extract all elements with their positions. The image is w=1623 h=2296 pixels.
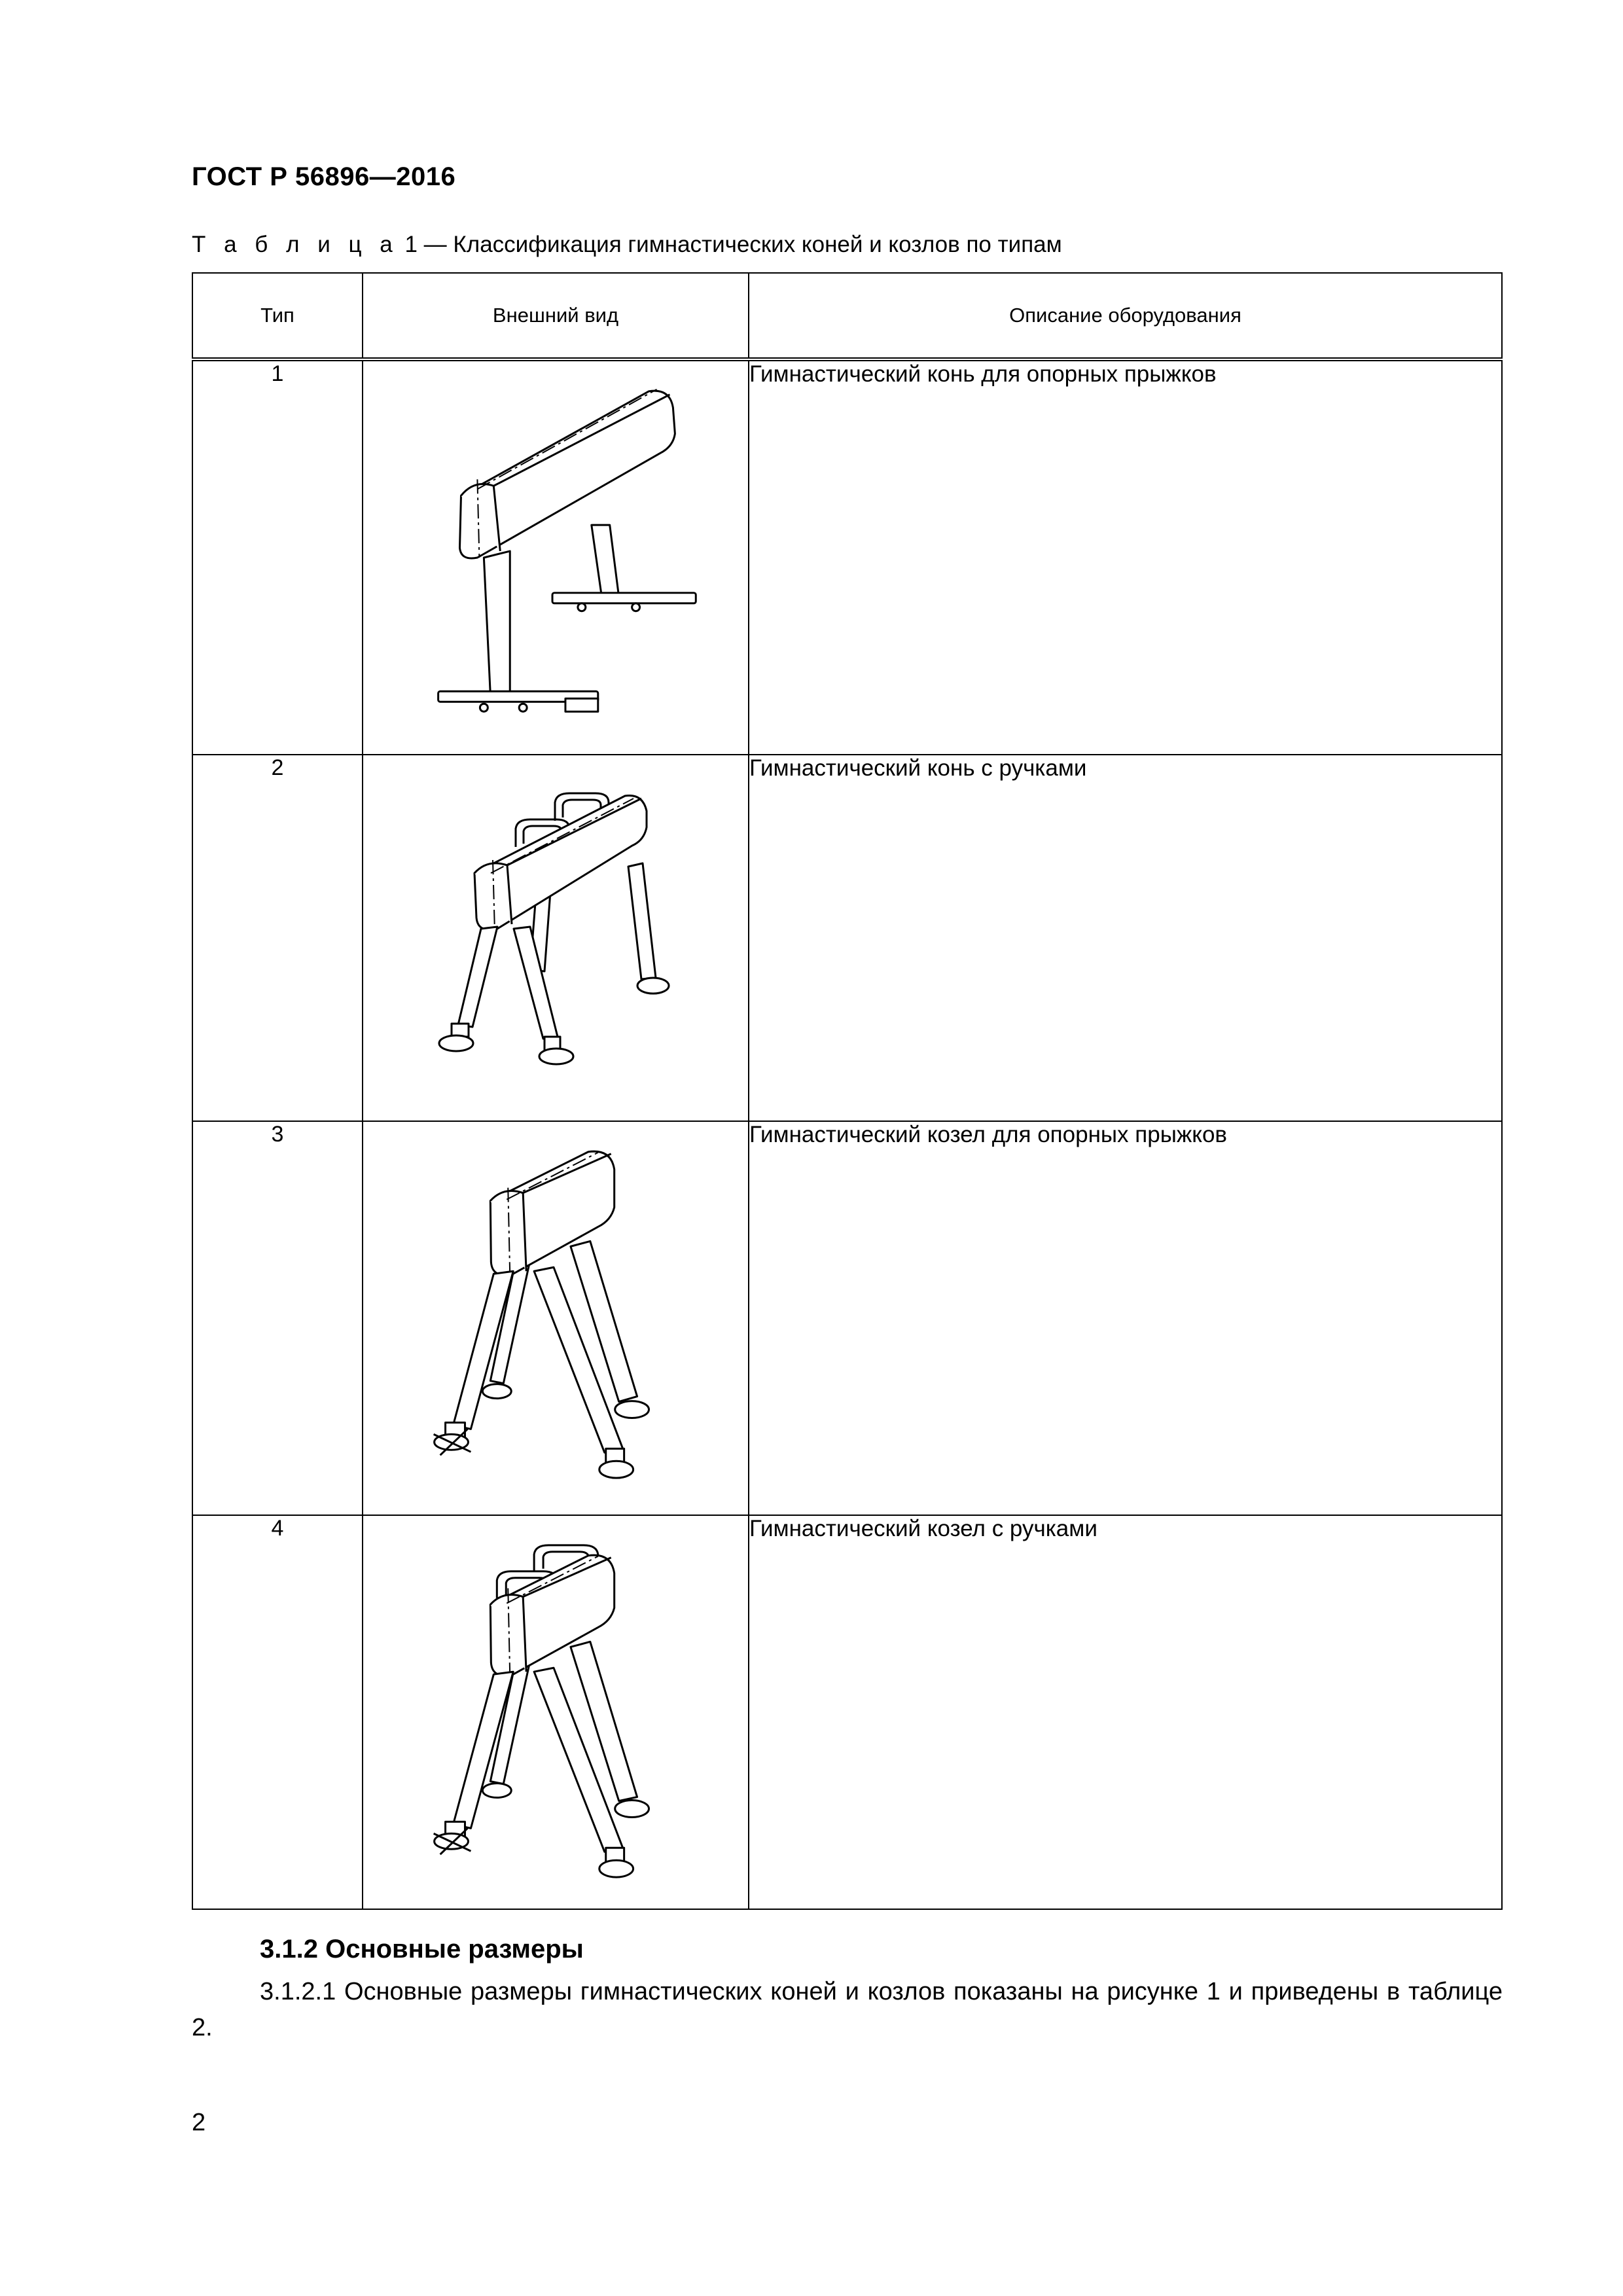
table-row <box>192 1121 1502 1515</box>
appearance-cell <box>363 755 749 1121</box>
column-header-type: Тип <box>192 273 363 359</box>
vault-horse-drawing <box>363 361 748 754</box>
pommel-buck-drawing <box>363 1516 748 1909</box>
type-cell: 4 <box>192 1515 363 1909</box>
section-paragraph: 3.1.2.1 Основные размеры гимнастических коней и козлов показаны на рисунке 1 и приведены в таблице 2. <box>192 1978 1503 2041</box>
classification-table <box>192 272 1503 1910</box>
type-cell: 1 <box>192 359 363 755</box>
pommel-horse-drawing <box>363 755 748 1121</box>
table-row <box>192 359 1502 755</box>
description-cell: Гимнастический конь для опорных прыжков <box>749 359 1502 755</box>
description-cell: Гимнастический козел для опорных прыжков <box>749 1121 1502 1515</box>
vault-buck-drawing <box>363 1122 748 1515</box>
type-cell: 3 <box>192 1121 363 1515</box>
table-row <box>192 755 1502 1121</box>
document-code: ГОСТ Р 56896—2016 <box>192 162 456 191</box>
description-cell: Гимнастический конь с ручками <box>749 755 1502 1121</box>
section-heading: 3.1.2 Основные размеры <box>260 1935 584 1964</box>
table-caption-label: Т а б л и ц а <box>192 232 399 257</box>
table-caption-title: 1 — Классификация гимнастических коней и козлов по типам <box>404 232 1062 257</box>
column-header-appearance: Внешний вид <box>363 273 749 359</box>
appearance-cell <box>363 359 749 755</box>
page-number: 2 <box>192 2109 206 2136</box>
appearance-cell <box>363 1515 749 1909</box>
column-header-description: Описание оборудования <box>749 273 1502 359</box>
appearance-cell <box>363 1121 749 1515</box>
table-header-row <box>192 273 1502 359</box>
type-cell: 2 <box>192 755 363 1121</box>
table-row <box>192 1515 1502 1909</box>
description-cell: Гимнастический козел с ручками <box>749 1515 1502 1909</box>
table-caption <box>192 232 1062 258</box>
